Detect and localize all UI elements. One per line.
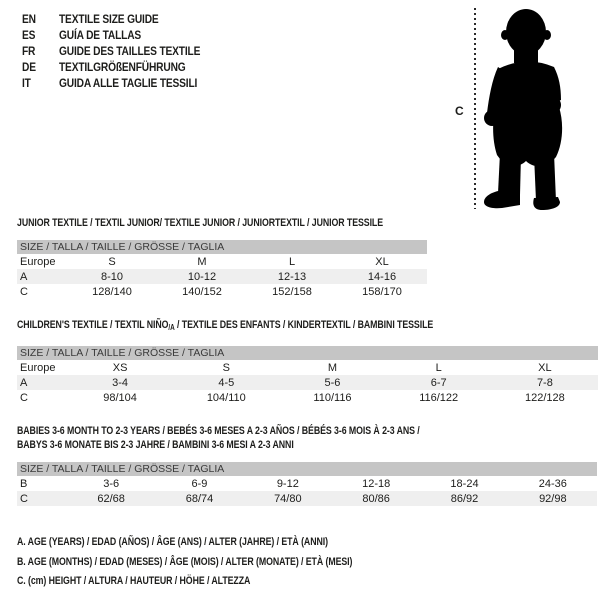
height-cell: 158/170 [362, 285, 402, 298]
junior-size-table [17, 240, 427, 299]
height-cell: 140/152 [182, 285, 222, 298]
children-size-table [17, 346, 598, 405]
language-title: GUIDE DES TAILLES TEXTILE [59, 44, 201, 58]
table-row [17, 269, 427, 284]
height-cell: 92/98 [539, 492, 567, 505]
size-header-bar: SIZE / TALLA / TAILLE / GRÖSSE / TAGLIA [17, 346, 598, 360]
list-item [22, 11, 225, 27]
size-cell: S [108, 255, 116, 268]
row-label: C [20, 285, 28, 298]
babies-section-title [17, 424, 420, 452]
babies-title-line2: BABYS 3-6 MONATE BIS 2-3 JAHRE / BAMBINI 3-6 MESI A 2-3 ANNI [17, 439, 294, 451]
table-row [17, 360, 598, 375]
legend-line-height: C. (cm) HEIGHT / ALTURA / HAUTEUR / HÖHE / ALTEZZA [17, 575, 251, 587]
height-cell: 62/68 [97, 492, 125, 505]
age-cell: 6-9 [191, 477, 208, 490]
size-cell: L [435, 361, 442, 374]
height-cell: 152/158 [272, 285, 312, 298]
list-item [22, 75, 225, 91]
height-cell: 74/80 [274, 492, 302, 505]
junior-section-title: JUNIOR TEXTILE / TEXTIL JUNIOR/ TEXTILE JUNIOR / JUNIORTEXTIL / JUNIOR TESSILE [17, 217, 384, 229]
list-item [22, 59, 225, 75]
age-cell: 5-6 [324, 376, 341, 389]
language-code: ES [22, 28, 36, 42]
age-cell: 4-5 [218, 376, 235, 389]
size-cell: M [327, 361, 338, 374]
language-title: TEXTILE SIZE GUIDE [59, 12, 159, 26]
babies-title-line1: BABIES 3-6 MONTH TO 2-3 YEARS / BEBÉS 3-6 MESES A 2-3 AÑOS / BÉBÉS 3-6 MOIS À 2-3 ANS / [17, 425, 420, 437]
language-title: GUIDA ALLE TAGLIE TESSILI [59, 76, 198, 90]
size-cell: XL [375, 255, 389, 268]
height-cell: 122/128 [525, 391, 565, 404]
height-cell: 110/116 [313, 391, 352, 404]
age-cell: 24-36 [538, 477, 567, 490]
age-cell: 10-12 [187, 270, 217, 283]
row-label: C [20, 391, 28, 404]
babies-size-table [17, 462, 597, 506]
language-code: EN [22, 12, 36, 26]
table-row [17, 491, 597, 506]
height-cell: 116/122 [419, 391, 459, 404]
age-cell: 14-16 [367, 270, 397, 283]
language-list [22, 11, 225, 91]
size-cell: S [222, 361, 230, 374]
language-title: TEXTILGRÖßENFÜHRUNG [59, 60, 186, 74]
size-header-bar: SIZE / TALLA / TAILLE / GRÖSSE / TAGLIA [17, 240, 427, 254]
height-cell: 98/104 [103, 391, 137, 404]
row-label: B [20, 477, 28, 490]
language-code: FR [22, 44, 36, 58]
age-cell: 8-10 [100, 270, 124, 283]
legend-line-age-years: A. AGE (YEARS) / EDAD (AÑOS) / ÂGE (ANS) / ALTER (JAHRE) / ETÀ (ANNI) [17, 536, 328, 548]
height-cell: 68/74 [185, 492, 214, 505]
row-label: C [20, 492, 28, 505]
age-cell: 9-12 [276, 477, 299, 490]
age-cell: 18-24 [450, 477, 479, 490]
list-item [22, 43, 225, 59]
size-cell: XL [538, 361, 552, 374]
height-measure-dotted-line [474, 8, 476, 209]
age-cell: 12-18 [362, 477, 391, 490]
age-cell: 3-6 [103, 477, 120, 490]
height-cell: 80/86 [362, 492, 390, 505]
baby-silhouette [480, 5, 572, 211]
size-header-bar: SIZE / TALLA / TAILLE / GRÖSSE / TAGLIA [17, 462, 597, 476]
table-row [17, 390, 598, 405]
height-cell: 86/92 [450, 492, 479, 505]
row-label: Europe [20, 255, 56, 268]
legend [17, 533, 436, 592]
height-cell: 104/110 [206, 391, 246, 404]
table-row [17, 254, 427, 269]
list-item [22, 27, 225, 43]
children-title-pre: CHILDREN'S TEXTILE / TEXTIL NIÑO [17, 319, 169, 331]
height-cell: 128/140 [92, 285, 132, 298]
size-cell: L [288, 255, 296, 268]
table-row [17, 476, 597, 491]
age-cell: 7-8 [536, 376, 553, 389]
legend-line-age-months: B. AGE (MONTHS) / EDAD (MESES) / ÂGE (MOIS) / ALTER (MONATE) / ETÀ (MESI) [17, 555, 353, 568]
table-row [17, 375, 598, 390]
row-label: A [20, 270, 28, 283]
age-cell: 12-13 [277, 270, 307, 283]
children-title-post: / TEXTILE DES ENFANTS / KINDERTEXTIL / BAMBINI TESSILE [174, 319, 434, 331]
language-code: IT [22, 76, 31, 90]
children-title-sub: /A [168, 323, 175, 332]
size-cell: M [197, 255, 207, 268]
table-row [17, 284, 427, 299]
height-measure-label: C [455, 104, 464, 118]
language-code: DE [22, 60, 36, 74]
children-section-title [17, 318, 433, 335]
age-cell: 6-7 [430, 376, 447, 389]
language-title: GUÍA DE TALLAS [59, 28, 142, 42]
age-cell: 3-4 [112, 376, 129, 389]
row-label: A [20, 376, 28, 389]
size-cell: XS [112, 361, 128, 374]
row-label: Europe [20, 361, 56, 374]
